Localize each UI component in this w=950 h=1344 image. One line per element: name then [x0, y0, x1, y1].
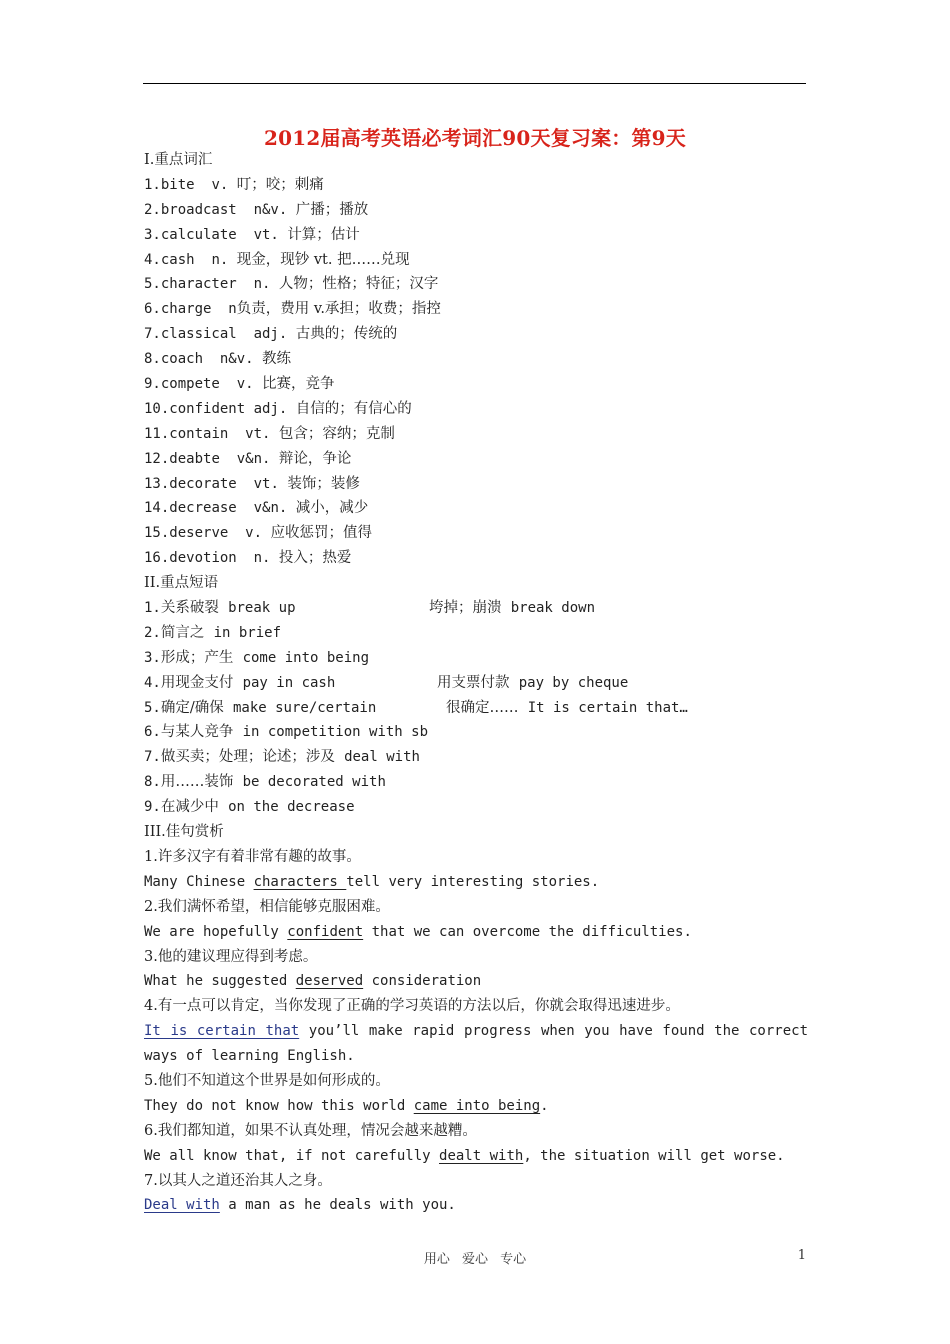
phrase-number: 5.	[144, 699, 161, 716]
page-footer	[0, 1248, 950, 1267]
phrase-number: 1.	[144, 600, 161, 617]
vocab-number: 12.	[144, 450, 170, 467]
vocab-gap	[211, 301, 228, 317]
sentence-keyword: It is certain that	[144, 1023, 300, 1040]
phrase-chinese-2: 垮掉；崩溃	[429, 600, 502, 617]
sentence-english	[144, 1094, 808, 1119]
vocab-gap	[270, 426, 278, 442]
vocab-meaning: 投入；热爱	[278, 550, 352, 567]
vocab-meaning: 广播；播放	[295, 201, 369, 218]
vocab-meaning: 减小，减少	[295, 500, 369, 517]
vocab-word: broadcast	[160, 201, 237, 218]
vocab-number: 6.	[144, 301, 161, 318]
vocab-number: 8.	[144, 351, 161, 368]
phrase-chinese: 与某人竞争	[160, 724, 234, 741]
phrase-chinese-2: 用支票付款	[437, 674, 510, 691]
spacer	[233, 675, 242, 691]
vocab-gap	[287, 500, 295, 516]
vocab-pos: n.	[253, 550, 271, 567]
phrase-english-2: pay by cheque	[518, 674, 629, 691]
vocab-pos: v&n.	[236, 450, 271, 467]
sentence-chinese: 2.我们满怀希望，相信能够克服困难。	[144, 898, 390, 915]
phrase-number: 6.	[144, 724, 161, 741]
footer-text-b: 爱心	[461, 1252, 488, 1267]
vocab-item	[144, 496, 808, 521]
vocab-pos: vt.	[253, 226, 279, 243]
sentence-english	[144, 1144, 808, 1169]
spacer	[335, 749, 344, 765]
phrase-secondary	[446, 696, 688, 721]
phrase-secondary	[429, 596, 595, 621]
sentence-text: a man as he deals with you.	[219, 1197, 456, 1214]
phrase-english: come into being	[242, 649, 370, 666]
phrase-english: deal with	[344, 749, 420, 766]
sentence-chinese: 1.许多汉字有着非常有趣的故事。	[144, 848, 361, 865]
vocab-gap	[287, 202, 295, 218]
vocab-pos: v.	[211, 176, 229, 193]
vocab-gap	[254, 376, 262, 392]
sentence-chinese: 6.我们都知道，如果不认真处理，情况会越来越糟。	[144, 1122, 477, 1139]
vocab-pos: v&n.	[253, 500, 288, 517]
vocab-item	[144, 472, 808, 497]
sentence-keyword: came into being	[413, 1097, 541, 1114]
sentence-text: We all know that, if not carefully	[144, 1147, 440, 1164]
phrase-english: break up	[228, 600, 296, 617]
vocab-item	[144, 223, 808, 248]
sentence-text: consideration	[363, 973, 482, 990]
vocab-word: confident	[169, 400, 246, 417]
sentence-list	[144, 845, 808, 1218]
sentence-text: that we can overcome the difficulties.	[363, 923, 692, 940]
vocab-gap	[245, 401, 253, 417]
sentence-text: tell very interesting stories.	[346, 873, 600, 890]
vocab-number: 16.	[144, 550, 170, 567]
vocab-gap	[287, 401, 295, 417]
phrase-list	[144, 596, 808, 820]
vocab-gap	[220, 376, 237, 392]
vocab-number: 4.	[144, 251, 161, 268]
vocab-number: 7.	[144, 326, 161, 343]
spacer	[204, 625, 213, 641]
phrase-chinese: 简言之	[160, 624, 205, 641]
vocab-gap	[270, 451, 278, 467]
sentence-keyword: deserved	[295, 973, 364, 990]
sentence-text: We are hopefully	[144, 923, 288, 940]
vocab-number: 1.	[144, 176, 161, 193]
vocab-item	[144, 546, 808, 571]
vocab-number: 14.	[144, 500, 170, 517]
vocab-pos: n&v.	[219, 351, 254, 368]
vocab-gap	[228, 525, 245, 541]
phrase-chinese-2: 很确定……	[446, 699, 519, 716]
phrase-number: 4.	[144, 674, 161, 691]
sentence-keyword: confident	[287, 923, 364, 940]
vocab-meaning: 古典的；传统的	[295, 326, 398, 343]
vocab-meaning: 自信的；有信心的	[295, 400, 412, 417]
vocab-gap	[237, 476, 254, 492]
vocab-word: classical	[160, 326, 237, 343]
sentence-english	[144, 1019, 808, 1069]
phrase-number: 8.	[144, 774, 161, 791]
phrase-number: 2.	[144, 624, 161, 641]
page-title: 2012届高考英语必考词汇90天复习案：第9天	[263, 126, 686, 150]
phrase-english: in competition with sb	[242, 724, 429, 741]
sentence-text: , the situation will get worse.	[523, 1147, 785, 1164]
vocab-gap	[287, 326, 295, 342]
vocab-item	[144, 198, 808, 223]
vocab-gap	[237, 326, 254, 342]
phrase-english-2: It is certain that…	[527, 699, 688, 716]
vocab-meaning: 包含；容纳；克制	[278, 425, 395, 442]
vocab-pos: n.	[253, 276, 271, 293]
spacer	[502, 600, 511, 616]
phrase-number: 3.	[144, 649, 161, 666]
sentence-english	[144, 920, 808, 945]
vocab-gap	[237, 500, 254, 516]
phrase-chinese: 用现金支付	[160, 674, 234, 691]
phrase-english: on the decrease	[228, 799, 355, 816]
sentence-text: They do not know how this world	[144, 1097, 414, 1114]
phrase-chinese: 形成；产生	[160, 649, 234, 666]
vocab-item	[144, 347, 808, 372]
spacer	[519, 700, 528, 716]
vocab-pos: n	[228, 301, 237, 318]
vocab-word: compete	[160, 376, 220, 393]
vocab-number: 5.	[144, 276, 161, 293]
section-heading-phrases: II.重点短语	[144, 575, 219, 592]
sentence-text: What he suggested	[144, 973, 296, 990]
vocab-item	[144, 272, 808, 297]
vocab-gap	[203, 351, 220, 367]
vocab-gap	[228, 252, 236, 268]
sentence-keyword: dealt with	[439, 1147, 524, 1164]
sentence-chinese: 5.他们不知道这个世界是如何形成的。	[144, 1072, 390, 1089]
phrase-english: in brief	[213, 624, 282, 641]
phrase-item	[144, 720, 808, 745]
vocab-item	[144, 447, 808, 472]
vocab-word: contain	[169, 425, 229, 442]
vocab-word: character	[160, 276, 237, 293]
sentence-chinese: 7.以其人之道还治其人之身。	[144, 1172, 332, 1189]
vocab-word: coach	[160, 351, 204, 368]
vocab-gap	[237, 550, 254, 566]
phrase-english: pay in cash	[242, 674, 336, 691]
phrase-item	[144, 646, 808, 671]
vocab-gap	[237, 202, 254, 218]
header-rule	[143, 83, 806, 84]
vocabulary-list	[144, 173, 808, 571]
vocab-gap	[254, 351, 262, 367]
vocab-meaning: 教练	[262, 351, 292, 368]
vocab-pos: adj.	[253, 400, 288, 417]
vocab-gap	[270, 276, 278, 292]
vocab-meaning: 现金，现钞 vt. 把……兑现	[236, 251, 410, 268]
vocab-meaning: 负责，费用 v.承担；收费；指控	[236, 301, 441, 318]
vocab-meaning: 辩论，争论	[278, 450, 352, 467]
vocab-meaning: 比赛，竞争	[262, 376, 335, 393]
section-heading-vocabulary: I.重点词汇	[144, 152, 213, 168]
phrase-number: 9.	[144, 799, 161, 816]
phrase-chinese: 确定/确保	[160, 699, 224, 716]
footer-text-a: 用心	[423, 1252, 450, 1267]
footer-text-c: 专心	[500, 1252, 527, 1267]
sentence-chinese: 4.有一点可以肯定，当你发现了正确的学习英语的方法以后，你就会取得迅速进步。	[144, 998, 680, 1015]
sentence-english	[144, 870, 808, 895]
spacer	[233, 650, 242, 666]
vocab-word: decorate	[169, 475, 237, 492]
phrase-item	[144, 621, 808, 646]
phrase-item	[144, 596, 808, 621]
vocab-number: 13.	[144, 475, 170, 492]
vocab-word: deabte	[169, 450, 220, 467]
vocab-word: cash	[160, 251, 195, 268]
vocab-gap	[228, 426, 245, 442]
vocab-pos: v.	[245, 525, 263, 542]
vocab-item	[144, 248, 808, 273]
vocab-word: deserve	[169, 525, 229, 542]
sentence-chinese: 3.他的建议理应得到考虑。	[144, 948, 318, 965]
page-number: 1	[797, 1248, 806, 1263]
vocab-number: 11.	[144, 425, 170, 442]
vocab-item	[144, 372, 808, 397]
vocab-item	[144, 422, 808, 447]
sentence-english	[144, 969, 808, 994]
vocab-meaning: 人物；性格；特征；汉字	[278, 276, 439, 293]
spacer	[219, 600, 228, 616]
phrase-item	[144, 696, 808, 721]
vocab-pos: adj.	[253, 326, 288, 343]
phrase-item	[144, 671, 808, 696]
vocab-gap	[195, 252, 212, 268]
vocab-number: 2.	[144, 201, 161, 218]
sentence-text: Many Chinese	[144, 873, 254, 890]
vocab-item	[144, 297, 808, 322]
vocab-pos: vt.	[253, 475, 279, 492]
vocab-word: devotion	[169, 550, 237, 567]
vocab-word: decrease	[169, 500, 237, 517]
phrase-item	[144, 795, 808, 820]
vocab-item	[144, 173, 808, 198]
vocab-meaning: 应收惩罚；值得	[270, 525, 372, 542]
vocab-gap	[270, 550, 278, 566]
spacer	[224, 700, 233, 716]
vocab-pos: n.	[211, 251, 229, 268]
sentence-text: you’ll make rapid progress when you have found the correct ways of learning English.	[144, 1023, 809, 1065]
vocab-gap	[195, 177, 212, 193]
phrase-item	[144, 745, 808, 770]
phrase-chinese: 用……装饰	[160, 774, 234, 791]
section-heading-sentences: III.佳句赏析	[144, 824, 224, 841]
vocab-word: charge	[160, 301, 212, 318]
phrase-chinese: 在减少中	[160, 799, 219, 816]
vocab-number: 10.	[144, 400, 170, 417]
phrase-english-2: break down	[510, 600, 596, 617]
vocab-gap	[237, 227, 254, 243]
vocab-gap	[220, 451, 237, 467]
sentence-english	[144, 1193, 808, 1218]
phrase-item	[144, 770, 808, 795]
vocab-gap	[228, 177, 236, 193]
vocab-number: 15.	[144, 525, 170, 542]
vocab-word: calculate	[160, 226, 237, 243]
vocab-gap	[237, 276, 254, 292]
vocab-pos: v.	[236, 376, 254, 393]
spacer	[233, 724, 242, 740]
vocab-meaning: 叮；咬；刺痛	[236, 176, 324, 193]
spacer	[510, 675, 519, 691]
vocab-meaning: 装饰；装修	[287, 475, 360, 492]
vocab-pos: vt.	[245, 425, 271, 442]
phrase-secondary	[437, 671, 628, 696]
sentence-keyword: Deal with	[144, 1197, 220, 1214]
spacer	[219, 799, 228, 815]
vocab-number: 3.	[144, 226, 161, 243]
phrase-number: 7.	[144, 749, 161, 766]
vocab-pos: n&v.	[253, 201, 288, 218]
phrase-chinese: 关系破裂	[160, 600, 219, 617]
spacer	[233, 774, 242, 790]
vocab-word: bite	[160, 176, 195, 193]
vocab-meaning: 计算；估计	[287, 226, 360, 243]
sentence-text: .	[540, 1097, 549, 1114]
phrase-english: be decorated with	[242, 774, 386, 791]
document-body	[144, 148, 808, 1218]
sentence-keyword: characters	[253, 873, 347, 890]
vocab-item	[144, 397, 808, 422]
vocab-item	[144, 521, 808, 546]
vocab-item	[144, 322, 808, 347]
phrase-english: make sure/certain	[232, 699, 377, 716]
vocab-number: 9.	[144, 376, 161, 393]
phrase-chinese: 做买卖；处理；论述；涉及	[160, 749, 335, 766]
